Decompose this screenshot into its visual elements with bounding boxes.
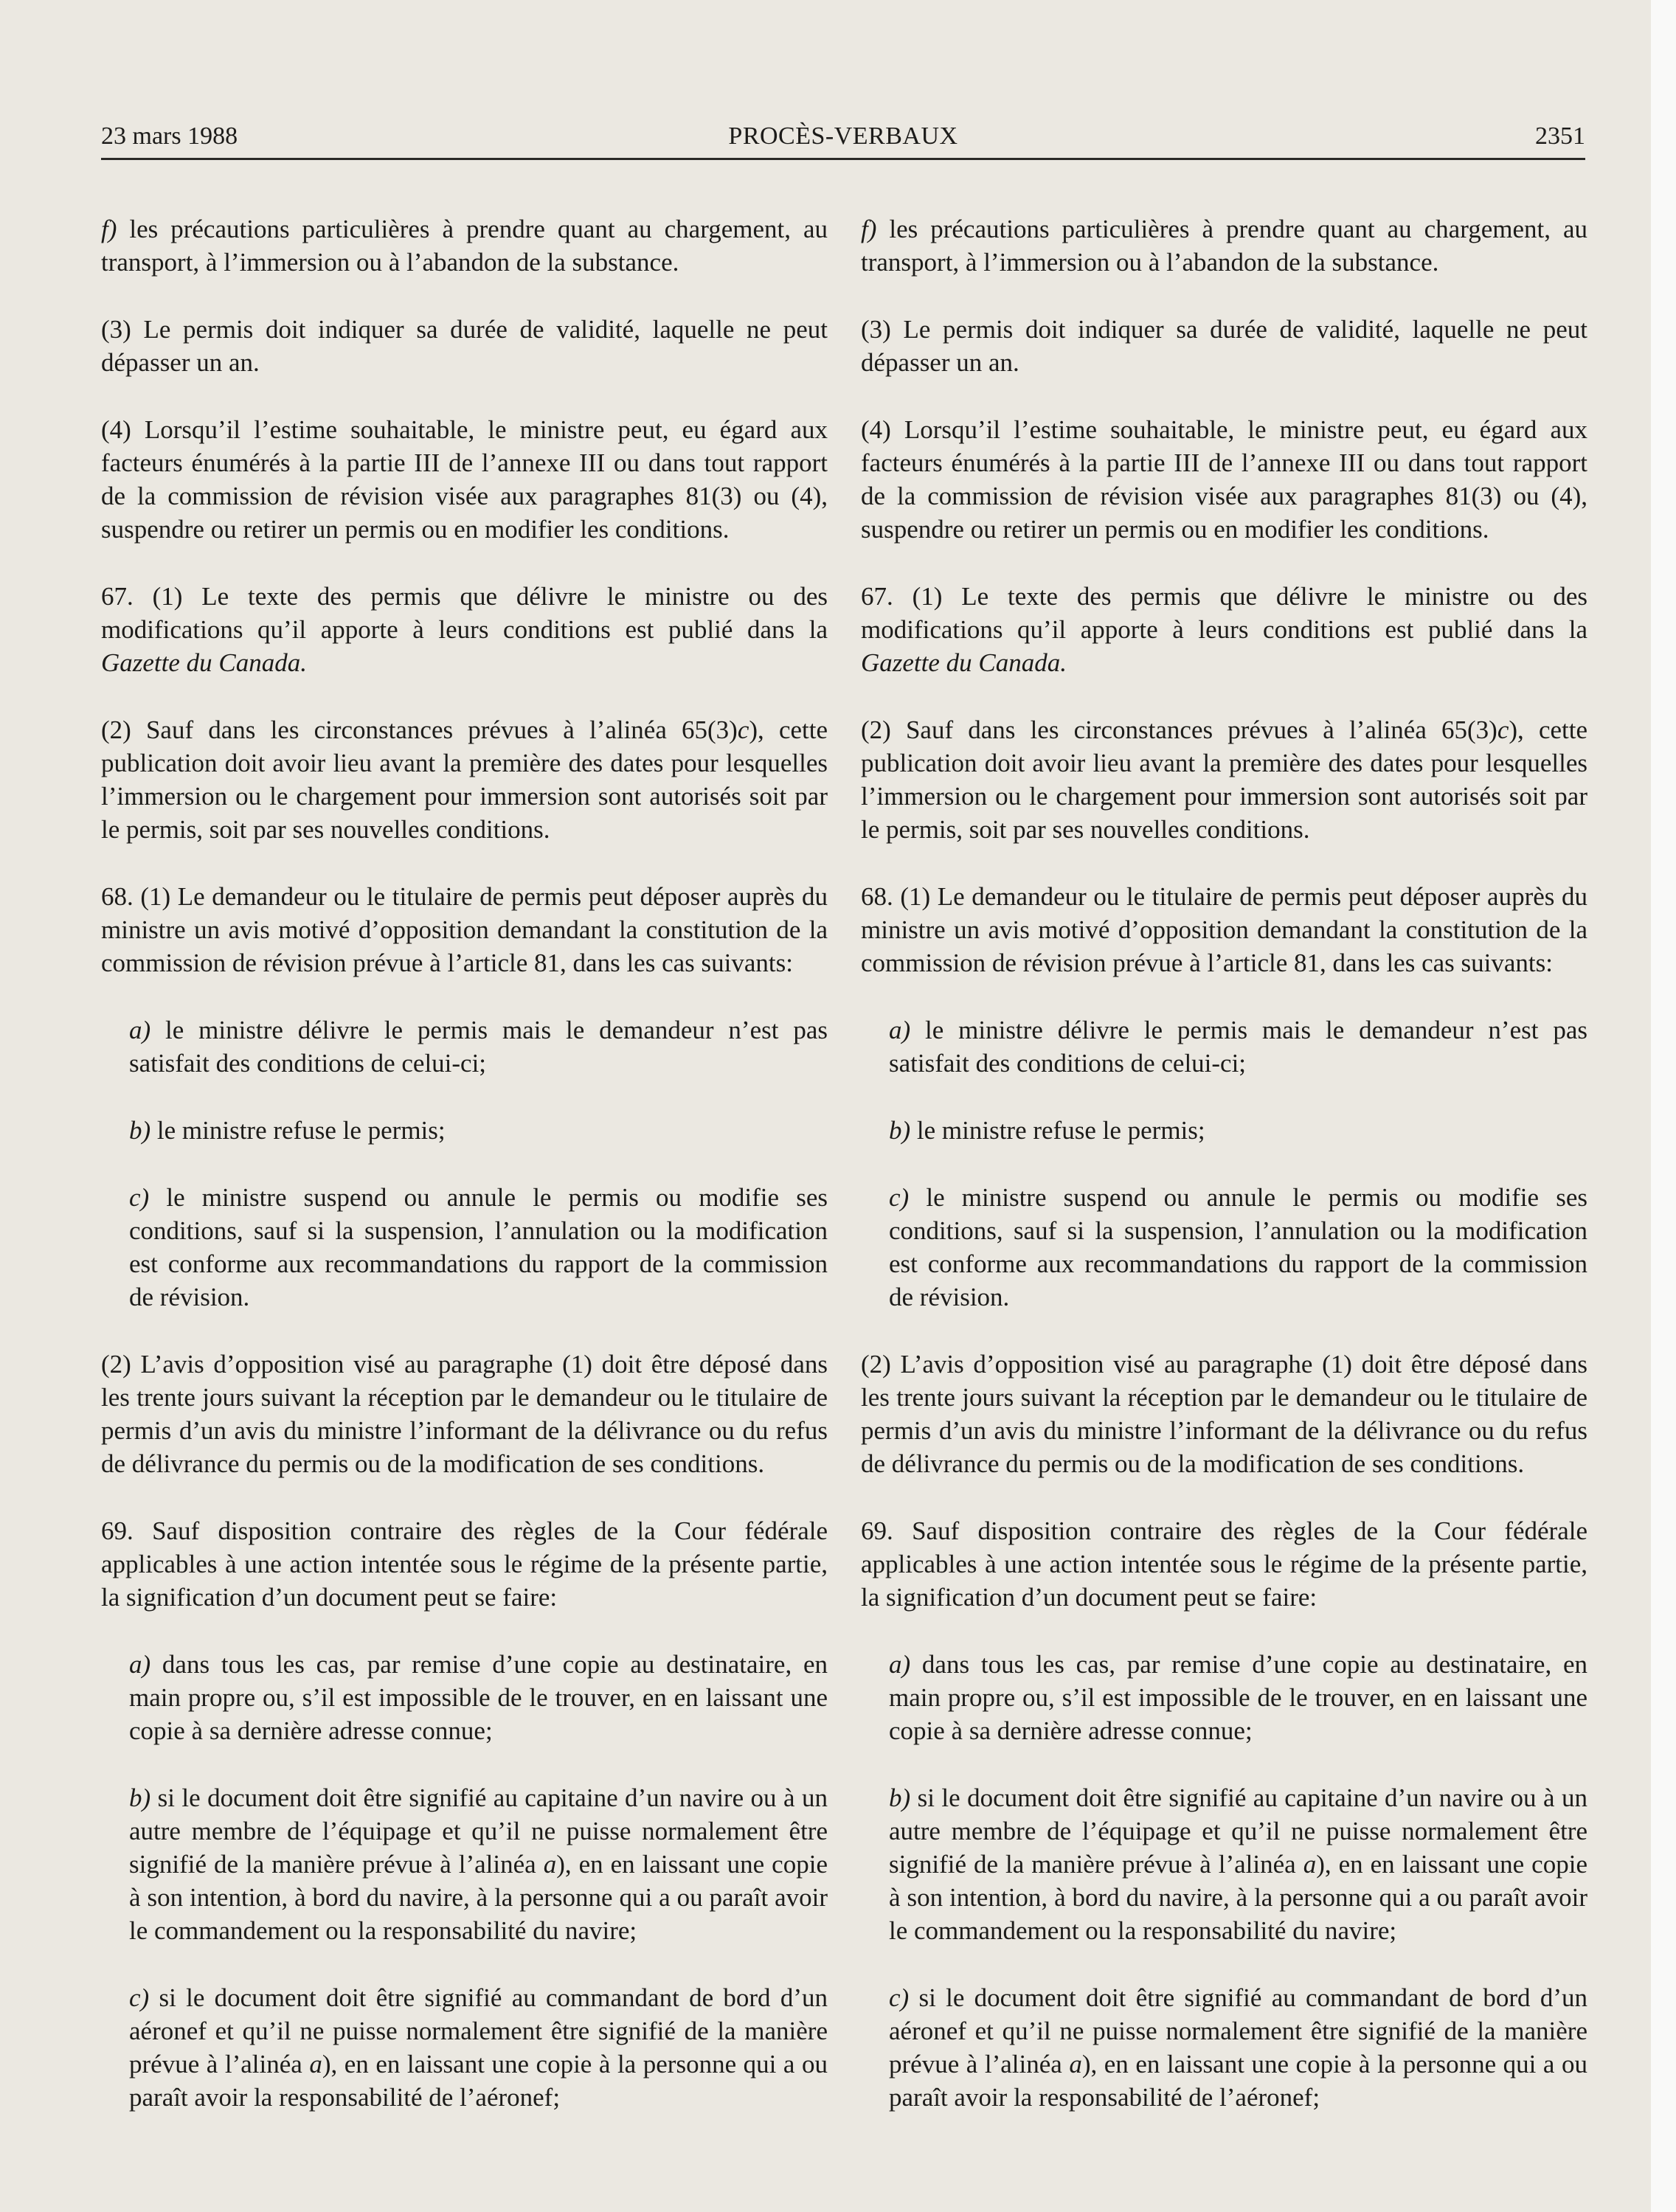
item-text: si le document doit être signifié au commandant de bord d’un aéronef et qu’il ne puisse normalement être signifié de la manière prévue à l’alinéa (129, 1983, 828, 2078)
item-label: c) (889, 1183, 910, 1212)
paragraph-69: 69. Sauf disposition contraire des règles de la Cour fédérale applicables à une action intentée sous le régime de la présente partie, la signification d’un document peut se faire: (861, 1516, 1587, 1612)
item-label: a) (889, 1016, 911, 1044)
item-text: le ministre refuse le permis; (150, 1116, 446, 1145)
item-text: les précautions particulières à prendre quant au chargement, au transport, à l’immersion ou à l’abandon de la substance. (101, 215, 828, 277)
item-label: c) (129, 1983, 150, 2012)
item-text: les précautions particulières à prendre quant au chargement, au transport, à l’immersion ou à l’abandon de la substance. (861, 215, 1587, 277)
item-italic-letter: a (1303, 1850, 1317, 1879)
paragraph-67-2 (861, 713, 1587, 846)
list-item-b (861, 1114, 1587, 1147)
item-text: le ministre refuse le permis; (910, 1116, 1205, 1145)
item-label: a) (129, 1650, 151, 1679)
item-label: a) (129, 1016, 151, 1044)
right-column (861, 212, 1587, 2148)
header-title: PROCÈS-VERBAUX (728, 122, 958, 150)
paragraph-text: ), cette publication doit avoir lieu avant la première des dates pour lesquelles l’immersion ou le chargement pour immersion sont autorisés soit par le permis, soit par ses nouvelles conditions. (861, 715, 1587, 844)
paragraph-text: ), cette publication doit avoir lieu avant la première des dates pour lesquelles l’immersion ou le chargement pour immersion sont autorisés soit par le permis, soit par ses nouvelles conditions. (101, 715, 828, 844)
paragraph-67-2 (101, 713, 828, 846)
service-item-c (101, 1981, 828, 2114)
item-label: c) (889, 1983, 910, 2012)
paragraph-text: 67. (1) Le texte des permis que délivre le ministre ou des modifications qu’il apporte à leurs conditions est publié dans la (101, 582, 828, 644)
scan-margin (1651, 0, 1676, 2212)
list-item-b (101, 1114, 828, 1147)
service-item-c (861, 1981, 1587, 2114)
item-text: si le document doit être signifié au capitaine d’un navire ou à un autre membre de l’équipage et qu’il ne puisse normalement être signifié de la manière prévue à l’alinéa (889, 1783, 1587, 1879)
item-text: ), en en laissant une copie à la personne qui a ou paraît avoir la responsabilité de l’aéronef; (129, 2050, 828, 2112)
item-label: c) (129, 1183, 150, 1212)
paragraph-text: (2) Sauf dans les circonstances prévues à l’alinéa 65(3) (861, 715, 1497, 744)
header-date: 23 mars 1988 (101, 122, 238, 150)
item-text: le ministre délivre le permis mais le demandeur n’est pas satisfait des conditions de celui-ci; (889, 1016, 1587, 1078)
paragraph-italic-letter: c (1497, 715, 1509, 744)
paragraph-68-2: (2) L’avis d’opposition visé au paragraphe (1) doit être déposé dans les trente jours suivant la réception par le demandeur ou le titulaire de permis d’un avis du ministre l’informant de la délivrance ou du refus de délivrance du permis ou de la modification de ses conditions. (861, 1350, 1587, 1478)
service-item-b (101, 1781, 828, 1947)
paragraph-68-1: 68. (1) Le demandeur ou le titulaire de permis peut déposer auprès du ministre un avis motivé d’opposition demandant la constitution de la commission de révision prévue à l’article 81, dans les cas suivants: (861, 882, 1587, 977)
paragraph-66-4: (4) Lorsqu’il l’estime souhaitable, le ministre peut, eu égard aux facteurs énumérés à la partie III de l’annexe III ou dans tout rapport de la commission de révision visée aux paragraphes 81(3) ou (4), suspendre ou retirer un permis ou en modifier les conditions. (861, 415, 1587, 544)
item-text: dans tous les cas, par remise d’une copie au destinataire, en main propre ou, s’il est impossible de le trouver, en en laissant une copie à sa dernière adresse connue; (889, 1650, 1587, 1745)
gazette-title: Gazette du Canada. (861, 648, 1067, 677)
service-item-a (861, 1648, 1587, 1747)
item-label: b) (129, 1783, 151, 1812)
paragraph-68-2: (2) L’avis d’opposition visé au paragraphe (1) doit être déposé dans les trente jours suivant la réception par le demandeur ou le titulaire de permis d’un avis du ministre l’informant de la délivrance ou du refus de délivrance du permis ou de la modification de ses conditions. (101, 1350, 828, 1478)
paragraph-66-4: (4) Lorsqu’il l’estime souhaitable, le ministre peut, eu égard aux facteurs énumérés à la partie III de l’annexe III ou dans tout rapport de la commission de révision visée aux paragraphes 81(3) ou (4), suspendre ou retirer un permis ou en modifier les conditions. (101, 415, 828, 544)
paragraph-italic-letter: c (737, 715, 749, 744)
item-text: dans tous les cas, par remise d’une copie au destinataire, en main propre ou, s’il est impossible de le trouver, en en laissant une copie à sa dernière adresse connue; (129, 1650, 828, 1745)
item-italic-letter: a (309, 2050, 322, 2078)
item-text: le ministre délivre le permis mais le demandeur n’est pas satisfait des conditions de celui-ci; (129, 1016, 828, 1078)
item-text: ), en en laissant une copie à la personne qui a ou paraît avoir la responsabilité de l’aéronef; (889, 2050, 1587, 2112)
item-text: ), en en laissant une copie à son intention, à bord du navire, à la personne qui a ou paraît avoir le commandement ou la responsabilité du navire; (129, 1850, 828, 1945)
paragraph-text: 67. (1) Le texte des permis que délivre le ministre ou des modifications qu’il apporte à leurs conditions est publié dans la (861, 582, 1587, 644)
service-item-a (101, 1648, 828, 1747)
item-text: si le document doit être signifié au capitaine d’un navire ou à un autre membre de l’équipage et qu’il ne puisse normalement être signifié de la manière prévue à l’alinéa (129, 1783, 828, 1879)
paragraph-68-1: 68. (1) Le demandeur ou le titulaire de permis peut déposer auprès du ministre un avis motivé d’opposition demandant la constitution de la commission de révision prévue à l’article 81, dans les cas suivants: (101, 882, 828, 977)
gazette-title: Gazette du Canada. (101, 648, 308, 677)
service-item-b (861, 1781, 1587, 1947)
paragraph-66-3: (3) Le permis doit indiquer sa durée de validité, laquelle ne peut dépasser un an. (861, 315, 1587, 377)
item-text: le ministre suspend ou annule le permis ou modifie ses conditions, sauf si la suspension, l’annulation ou la modification est conforme aux recommandations du rapport de la commission de révision. (129, 1183, 828, 1311)
item-label: f) (101, 215, 117, 243)
paragraph-f (861, 212, 1587, 279)
list-item-c (101, 1181, 828, 1314)
item-label: f) (861, 215, 877, 243)
item-label: b) (889, 1783, 911, 1812)
paragraph-67-1 (861, 580, 1587, 679)
paragraph-66-3: (3) Le permis doit indiquer sa durée de validité, laquelle ne peut dépasser un an. (101, 315, 828, 377)
item-italic-letter: a (1069, 2050, 1082, 2078)
item-label: b) (889, 1116, 911, 1145)
list-item-a (101, 1013, 828, 1080)
item-italic-letter: a (543, 1850, 557, 1879)
list-item-c (861, 1181, 1587, 1314)
item-text: si le document doit être signifié au commandant de bord d’un aéronef et qu’il ne puisse normalement être signifié de la manière prévue à l’alinéa (889, 1983, 1587, 2078)
item-text: le ministre suspend ou annule le permis ou modifie ses conditions, sauf si la suspension, l’annulation ou la modification est conforme aux recommandations du rapport de la commission de révision. (889, 1183, 1587, 1311)
list-item-a (861, 1013, 1587, 1080)
item-label: b) (129, 1116, 151, 1145)
paragraph-text: (2) Sauf dans les circonstances prévues à l’alinéa 65(3) (101, 715, 738, 744)
item-label: a) (889, 1650, 911, 1679)
page-header (101, 118, 1585, 160)
header-page-number: 2351 (1535, 122, 1585, 150)
paragraph-f (101, 212, 828, 279)
paragraph-67-1 (101, 580, 828, 679)
left-column (101, 212, 828, 2148)
paragraph-69: 69. Sauf disposition contraire des règles de la Cour fédérale applicables à une action intentée sous le régime de la présente partie, la signification d’un document peut se faire: (101, 1516, 828, 1612)
item-text: ), en en laissant une copie à son intention, à bord du navire, à la personne qui a ou paraît avoir le commandement ou la responsabilité du navire; (889, 1850, 1587, 1945)
